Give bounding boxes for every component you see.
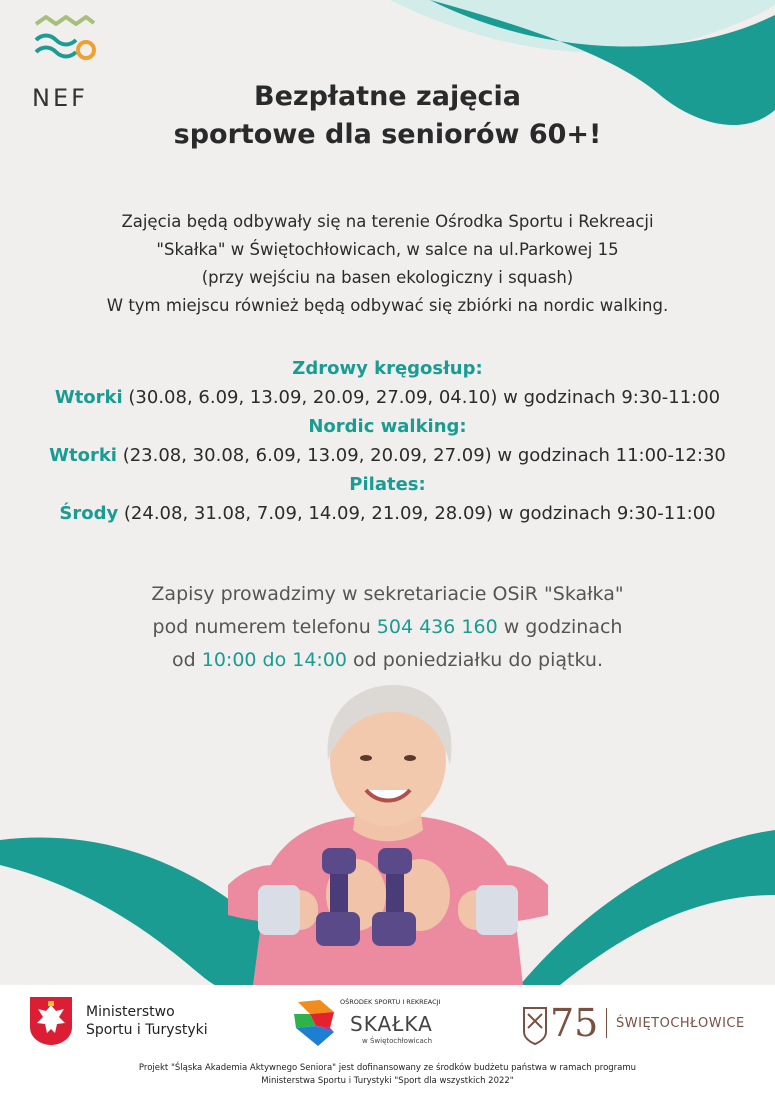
swietochlowice-logo (520, 996, 760, 1051)
nef-logo-text: NEF (32, 84, 88, 112)
intro-paragraph (0, 208, 775, 320)
title-line-1: Bezpłatne zajęcia (254, 81, 521, 112)
phone-number[interactable]: 504 436 160 (376, 616, 498, 638)
intro-line-3: (przy wejściu na basen ekologiczny i squash) (201, 268, 574, 287)
schedule-day-2: Wtorki (49, 445, 117, 466)
skalka-sub-text: w Świętochłowicach (362, 1037, 433, 1045)
skalka-logo (290, 996, 460, 1056)
signup-line-3-post: od poniedziałku do piątku. (347, 649, 603, 671)
logo-divider (606, 1008, 607, 1038)
title-line-2: sportowe dla seniorów 60+! (173, 119, 602, 150)
schedule-day-1: Wtorki (54, 387, 123, 408)
ministry-name-line-2: Sportu i Turystyki (86, 1022, 208, 1038)
schedule-dates-3: (24.08, 31.08, 7.09, 14.09, 21.09, 28.09) w godzinach 9:30-11:00 (118, 503, 716, 524)
signup-line-3 (0, 644, 775, 677)
skalka-top-text: OŚRODEK SPORTU I REKREACJI (340, 998, 441, 1006)
signup-info (0, 578, 775, 677)
schedule-day-3: Środy (59, 503, 119, 524)
skalka-s-icon (290, 998, 338, 1048)
intro-line-2: "Skałka" w Świętochłowicach, w salce na ul.Parkowej 15 (156, 240, 619, 259)
signup-line-2 (0, 611, 775, 644)
schedule-row-2 (0, 441, 775, 470)
skalka-name-text: SKAŁKA (350, 1012, 433, 1036)
office-hours: 10:00 do 14:00 (201, 649, 348, 671)
ministry-logo (28, 995, 218, 1050)
city-name: ŚWIĘTOCHŁOWICE (616, 1016, 745, 1031)
senior-woman-photo (228, 680, 548, 985)
funding-note-line-2: Ministerstwa Sportu i Turystyki "Sport dla wszystkich 2022" (261, 1076, 514, 1086)
nef-waves-icon (32, 14, 102, 66)
signup-line-1: Zapisy prowadzimy w sekretariacie OSiR "Skałka" (151, 583, 624, 605)
svg-text:75: 75 (550, 1001, 599, 1045)
schedule-row-1 (0, 383, 775, 412)
schedule-heading-3: Pilates: (349, 474, 426, 495)
funding-note-line-1: Projekt "Śląska Akademia Aktywnego Seniora" jest dofinansowany ze środków budżetu państwa w ramach programu (138, 1063, 637, 1073)
schedule-heading-1: Zdrowy kręgosłup: (292, 358, 483, 379)
schedule-row-3 (0, 499, 775, 528)
intro-line-4: W tym miejscu również będą odbywać się zbiórki na nordic walking. (106, 296, 669, 315)
polish-eagle-icon (28, 995, 74, 1047)
ministry-name-line-1: Ministerstwo (86, 1004, 175, 1020)
schedule-section (0, 354, 775, 528)
schedule-heading-2: Nordic walking: (308, 416, 467, 437)
city-crest-icon (520, 998, 600, 1048)
schedule-dates-1: (30.08, 6.09, 13.09, 20.09, 27.09, 04.10) w godzinach 9:30-11:00 (122, 387, 721, 408)
signup-line-3-pre: od (172, 649, 202, 671)
funding-note (0, 1062, 775, 1088)
schedule-dates-2: (23.08, 30.08, 6.09, 13.09, 20.09, 27.09) w godzinach 11:00-12:30 (116, 445, 726, 466)
signup-line-2-post: w godzinach (497, 616, 623, 638)
page-title (0, 78, 775, 154)
intro-line-1: Zajęcia będą odbywały się na terenie Ośrodka Sportu i Rekreacji (121, 212, 654, 231)
signup-line-2-pre: pod numerem telefonu (152, 616, 377, 638)
